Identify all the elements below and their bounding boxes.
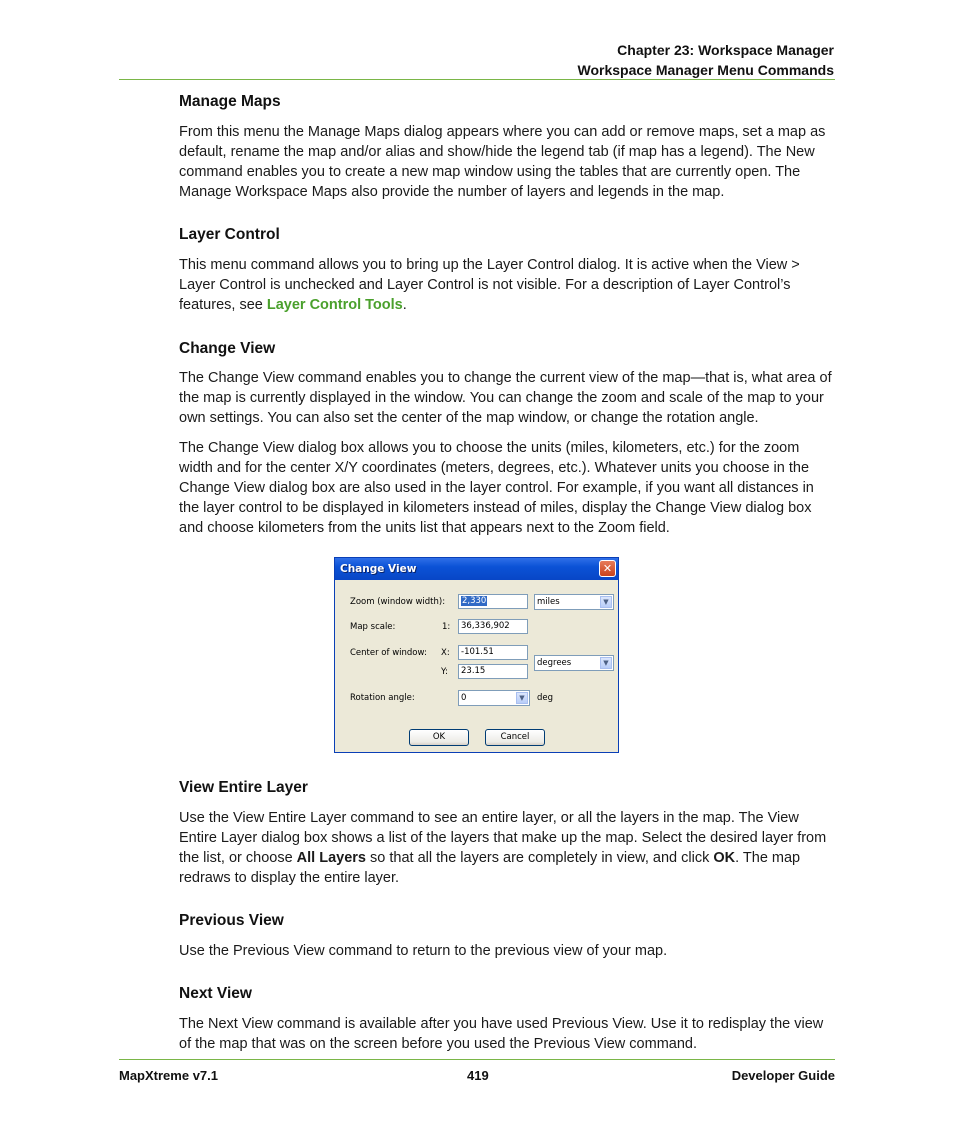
x-label: X:: [441, 648, 450, 658]
center-unit-value: degrees: [537, 658, 572, 668]
heading-layer-control: Layer Control: [179, 226, 280, 243]
scale-prefix: 1:: [442, 622, 451, 632]
heading-view-entire-layer: View Entire Layer: [179, 779, 308, 796]
zoom-unit-select[interactable]: [534, 594, 614, 610]
close-icon[interactable]: ✕: [599, 560, 616, 577]
next-view-text: The Next View command is available after you have used Previous View. Use it to redisplay the view of the map that was on the screen before you used the Previous View command.: [179, 1016, 824, 1052]
section-title: Workspace Manager Menu Commands: [577, 62, 834, 78]
chevron-down-icon: ▼: [600, 657, 612, 669]
y-input[interactable]: 23.15: [458, 664, 528, 679]
scale-label: Map scale:: [350, 622, 396, 632]
rotation-select[interactable]: [458, 690, 530, 706]
footer-page-number: 419: [467, 1068, 489, 1083]
layer-control-text-b: .: [402, 297, 407, 313]
dialog-title: Change View: [340, 563, 417, 575]
heading-previous-view: Previous View: [179, 912, 284, 929]
heading-manage-maps: Manage Maps: [179, 93, 281, 110]
dialog-titlebar: [335, 558, 618, 580]
heading-next-view: Next View: [179, 985, 252, 1002]
manage-maps-text: From this menu the Manage Maps dialog appears where you can add or remove maps, set a map as default, rename the map and/or alias and show/hide the legend tab (if map has a legend). The New command enables you to create a new map window using the tables that are currently open. The Manage Workspace Maps also provide the number of layers and legends in the map.: [179, 124, 826, 200]
x-input[interactable]: -101.51: [458, 645, 528, 660]
center-unit-select[interactable]: [534, 655, 614, 671]
vel-text-c: . The map redraws to display the entire layer.: [179, 850, 801, 886]
cancel-button[interactable]: Cancel: [485, 729, 545, 746]
chevron-down-icon: ▼: [600, 596, 612, 608]
center-label: Center of window:: [350, 648, 427, 658]
footer-product: MapXtreme v7.1: [119, 1068, 218, 1083]
zoom-value: 2,330: [462, 596, 487, 606]
vel-text-b: so that all the layers are completely in view, and click: [366, 850, 714, 866]
layer-control-text: [179, 255, 835, 315]
page-header: [578, 40, 834, 80]
rotation-value: 0: [461, 693, 467, 703]
rotation-unit: deg: [537, 693, 554, 703]
previous-view-text: Use the Previous View command to return to the previous view of your map.: [179, 943, 668, 959]
footer-guide: Developer Guide: [731, 1068, 835, 1083]
scale-input[interactable]: 36,336,902: [458, 619, 528, 634]
zoom-input[interactable]: [458, 594, 528, 609]
chevron-down-icon: ▼: [516, 692, 528, 704]
change-view-text-1: The Change View command enables you to change the current view of the map—that is, what area of the map is currently displayed in the window. You can change the zoom and scale of the map to your own settings. You can also set the center of the map window, or change the rotation angle.: [179, 370, 832, 426]
layer-control-text-a: This menu command allows you to bring up the Layer Control dialog. It is active when the View > Layer Control is unchecked and Layer Control is not visible. For a description of Layer Control’s features, see: [179, 257, 800, 313]
rotation-label: Rotation angle:: [350, 693, 415, 703]
change-view-dialog: [334, 557, 619, 753]
ok-button[interactable]: OK: [409, 729, 469, 746]
vel-ok: OK: [713, 850, 736, 866]
zoom-label: Zoom (window width):: [350, 597, 446, 607]
header-rule: [119, 79, 835, 80]
chapter-title: Chapter 23: Workspace Manager: [617, 42, 834, 58]
zoom-unit-value: miles: [537, 597, 560, 607]
change-view-text-2: The Change View dialog box allows you to choose the units (miles, kilometers, etc.) for the zoom width and for the center X/Y coordinates (meters, degrees, etc.). Whatever units you choose in the Change View dialog box are also used in the layer control. For example, if you want all distances in the layer control to be displayed in kilometers instead of miles, display the Change View dialog box and choose kilometers from the units list that appears next to the Zoom field.: [179, 440, 814, 536]
y-label: Y:: [441, 667, 448, 677]
heading-change-view: Change View: [179, 340, 276, 357]
vel-all-layers: All Layers: [296, 850, 366, 866]
vel-text-a: Use the View Entire Layer command to see an entire layer, or all the layers in the map. The View Entire Layer dialog box shows a list of the layers that make up the map. Select the desired layer from the list, or choose: [179, 810, 827, 866]
footer-rule: [119, 1059, 835, 1060]
view-entire-layer-text: [179, 808, 835, 888]
layer-control-tools-link[interactable]: Layer Control Tools: [266, 297, 403, 313]
